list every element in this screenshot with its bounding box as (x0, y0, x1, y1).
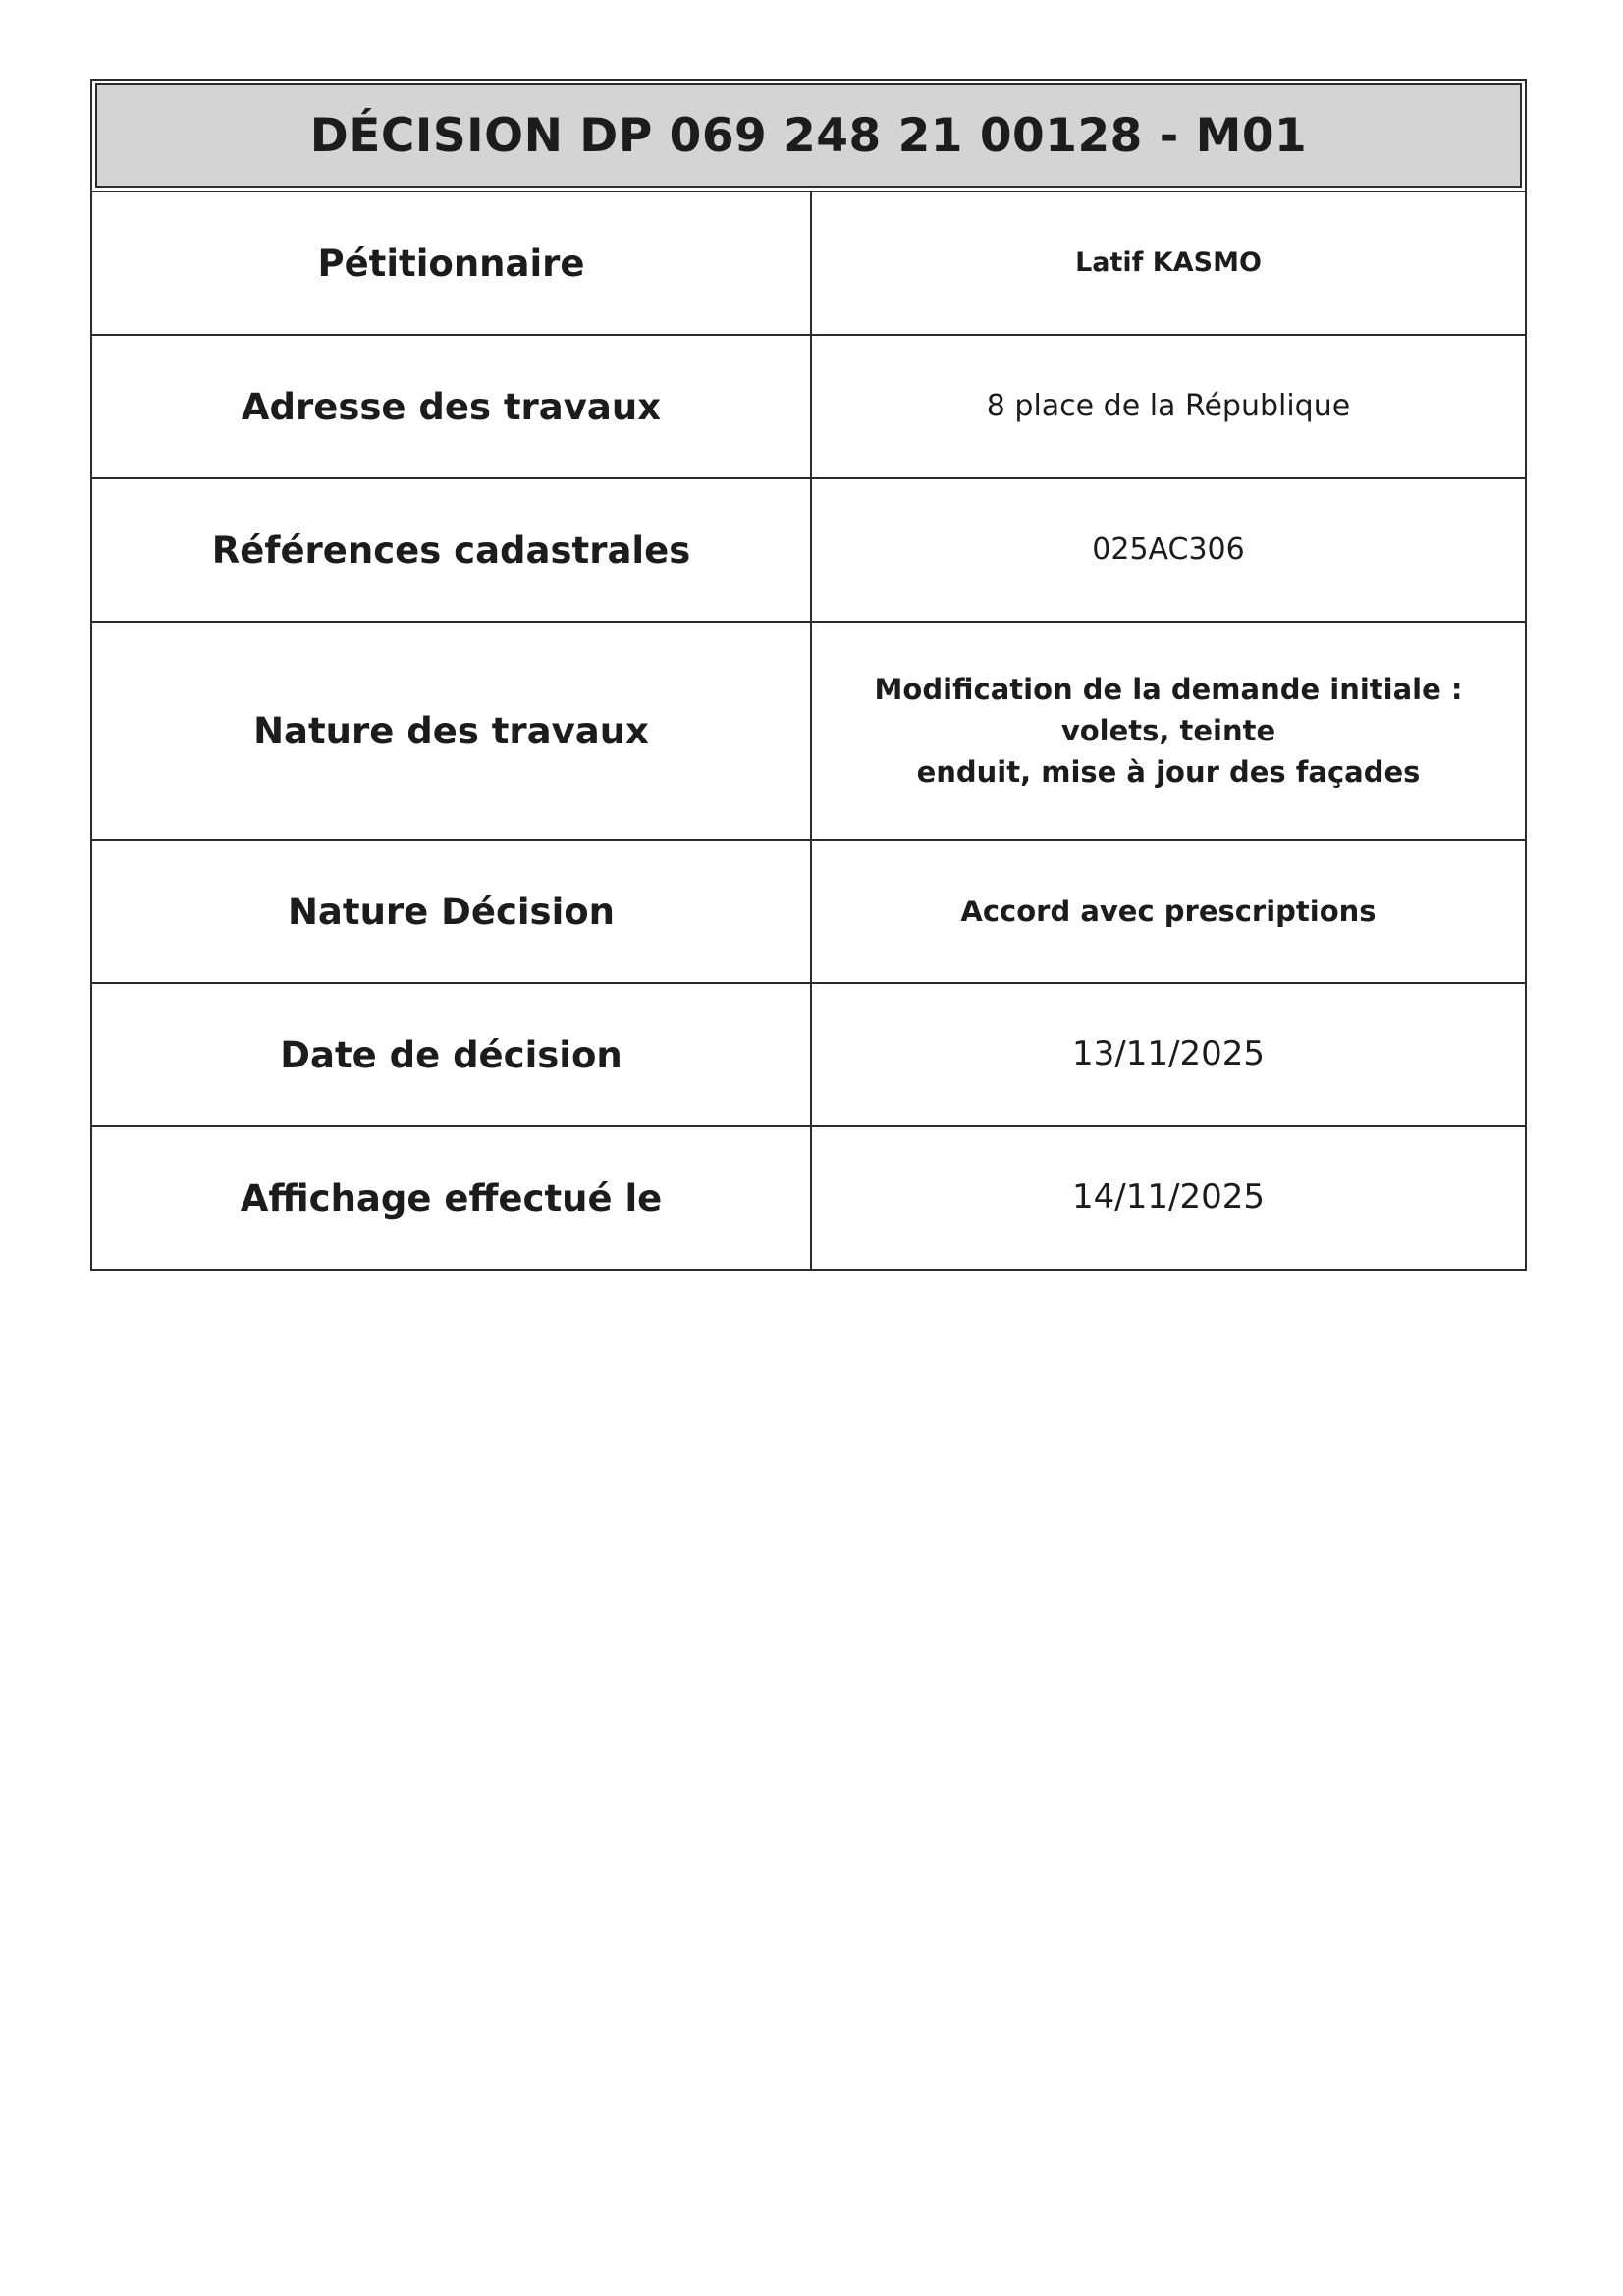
row-value: 13/11/2025 (811, 983, 1526, 1126)
decision-sheet (90, 79, 1527, 1271)
decision-details-table (90, 192, 1527, 1271)
table-row-affichage (91, 1126, 1526, 1270)
table-row-references (91, 478, 1526, 622)
title-box (90, 79, 1527, 192)
decision-title: DÉCISION DP 069 248 21 00128 - M01 (309, 108, 1308, 163)
row-value: 8 place de la République (811, 335, 1526, 478)
row-label: Nature des travaux (91, 622, 811, 840)
row-label: Nature Décision (91, 840, 811, 983)
row-value (811, 622, 1526, 840)
row-value-line: enduit, mise à jour des façades (916, 755, 1421, 790)
row-value: Accord avec prescriptions (811, 840, 1526, 983)
table-row-date-decision (91, 983, 1526, 1126)
row-label: Pétitionnaire (91, 192, 811, 335)
table-row-adresse (91, 335, 1526, 478)
table-row-nature-decision (91, 840, 1526, 983)
row-label: Adresse des travaux (91, 335, 811, 478)
row-value: Latif KASMO (811, 192, 1526, 335)
table-row-petitionnaire (91, 192, 1526, 335)
title-banner (95, 83, 1522, 188)
row-value: 14/11/2025 (811, 1126, 1526, 1270)
row-label: Références cadastrales (91, 478, 811, 622)
table-row-nature-travaux (91, 622, 1526, 840)
row-label: Affichage effectué le (91, 1126, 811, 1270)
row-value-line: Modification de la demande initiale : volets, teinte (874, 672, 1463, 747)
row-value: 025AC306 (811, 478, 1526, 622)
row-label: Date de décision (91, 983, 811, 1126)
